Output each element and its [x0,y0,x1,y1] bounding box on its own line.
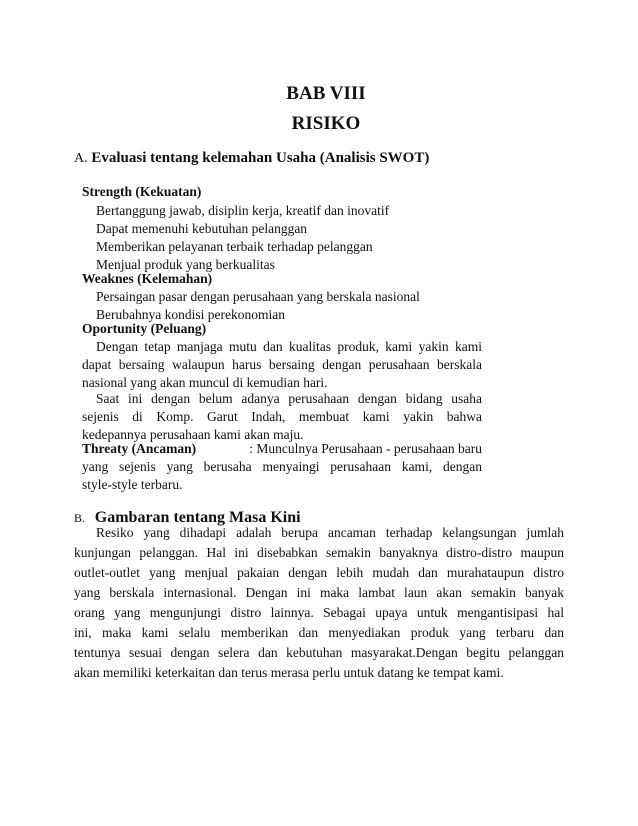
section-b-line: kunjungan pelanggan. Hal ini disebabkan semakin banyaknya distro-distro maupun [74,545,564,560]
threat-first-line [82,440,482,458]
section-b-marker: B. [74,511,86,525]
section-a-marker: A. [74,151,88,166]
section-b-line: outlet-outlet yang menjual pakaian dengan lebih mudah dan murahataupun distro [74,565,564,580]
opportunity-line: Saat ini dengan belum adanya perusahaan dengan bidang usaha [96,391,482,406]
section-b-line: Resiko yang dihadapi adalah berupa ancaman terhadap kelangsungan jumlah [96,525,564,540]
strength-item: Bertanggung jawab, disiplin kerja, kreatif dan inovatif [96,203,390,218]
strength-item: Memberikan pelayanan terbaik terhadap pelanggan [96,239,373,254]
opportunity-line: nasional yang akan muncul di kemudian hari. [82,375,328,390]
weakness-item: Berubahnya kondisi perekonomian [96,307,285,322]
section-b-line: tentunya sesuai dengan selera dan kebutuhan masyarakat.Dengan begitu pelanggan [74,645,564,660]
threat-line: style-style terbaru. [82,477,183,492]
weakness-label: Weaknes (Kelemahan) [82,271,213,286]
chapter-title: RISIKO [291,113,361,134]
section-a-title: Evaluasi tentang kelemahan Usaha (Analisis SWOT) [91,150,430,166]
threat-line: yang sejenis yang berusaha menyaingi perusahaan kami, dengan [82,459,482,474]
opportunity-line: dapat bersaing walaupun harus bersaing dengan perusahaan berskala [82,357,482,372]
strength-item: Menjual produk yang berkualitas [96,257,275,272]
section-b-line: akan memiliki keterkaitan dan terus merasa perlu untuk datang ke tempat kami. [74,665,504,680]
strength-label: Strength (Kekuatan) [82,184,202,199]
opportunity-label: Oportunity (Peluang) [82,321,207,336]
opportunity-line: sejenis di Komp. Garut Indah, membuat kami yakin bahwa [82,409,482,424]
chapter-heading [0,82,638,136]
threat-label: Threaty (Ancaman) [82,441,197,456]
opportunity-line: kedepannya perusahaan kami akan maju. [82,427,304,442]
weakness-item: Persaingan pasar dengan perusahaan yang berskala nasional [96,289,420,304]
strength-item: Dapat memenuhi kebutuhan pelanggan [96,221,308,236]
section-a-heading [74,148,429,169]
section-b-line: ini, maka kami selalu memberikan dan menyediakan produk yang terbaru dan [74,625,564,640]
chapter-number: BAB VIII [286,83,366,104]
section-b-title: Gambaran tentang Masa Kini [94,509,301,526]
section-b-line: orang yang mengunjungi distro lainnya. Sebagai upaya untuk mengantisipasi hal [74,605,564,620]
threat-text-start: : Munculnya Perusahaan - perusahaan baru [249,441,482,456]
section-b-line: yang berskala internasional. Dengan ini maka lambat laun akan semakin banyak [74,585,564,600]
opportunity-line: Dengan tetap manjaga mutu dan kualitas produk, kami yakin kami [96,339,482,354]
